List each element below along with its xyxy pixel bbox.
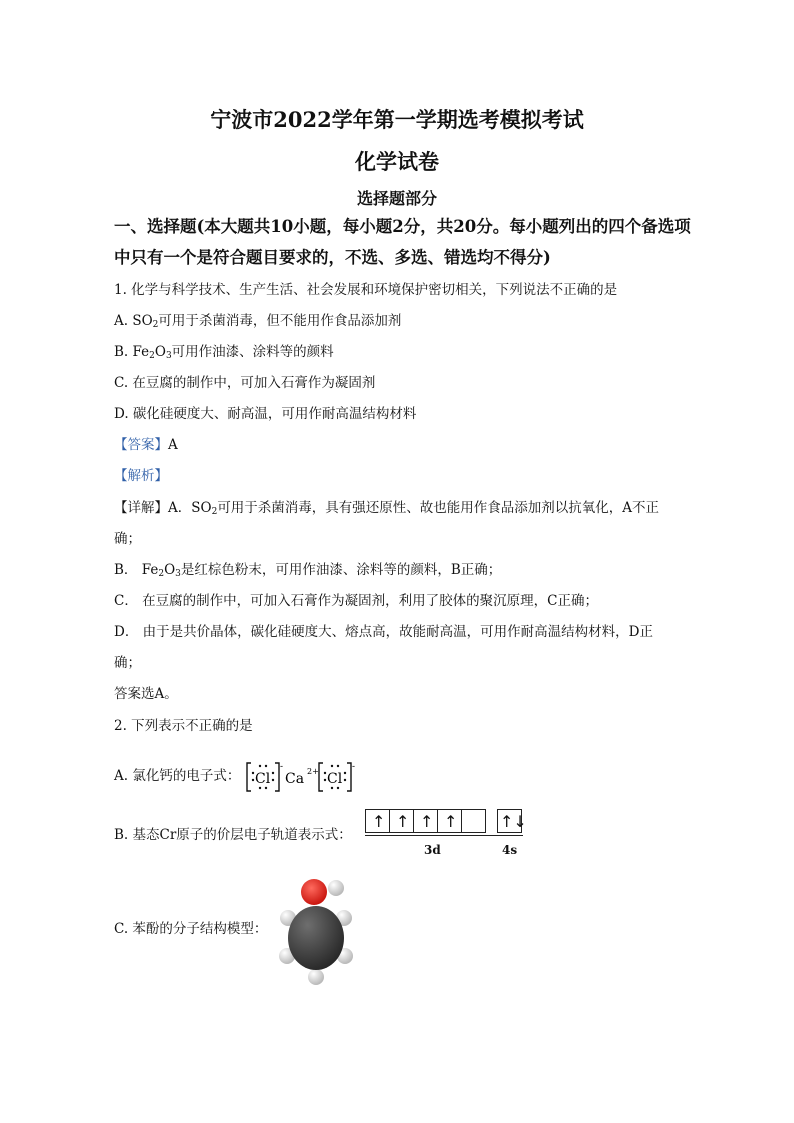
orbital-box-3d-5	[461, 809, 486, 833]
label-4s: 4s	[502, 843, 518, 857]
calcium-chloride-electron-formula	[245, 761, 365, 793]
section-instructions-line2: 中只有一个是符合题目要求的，不选、多选、错选均不得分)	[114, 248, 551, 267]
label-3d: 3d	[424, 843, 441, 857]
q1-analysis-tag: 【解析】	[114, 468, 168, 484]
q1-option-d: D. 碳化硅硬度大、耐高温，可用作耐高温结构材料	[114, 406, 417, 422]
q2-option-b-label: B. 基态Cr原子的价层电子轨道表示式：	[114, 827, 352, 843]
chlorine-symbol-left: Cl	[255, 771, 271, 787]
q1-detail-a: 【详解】A．$SO_2$可用于杀菌消毒，具有强还原性、故也能用作食品添加剂以抗氧化，A不正	[114, 500, 660, 517]
q1-detail-b: B． $Fe_2O_3$是红棕色粉末，可用作油漆、涂料等的颜料，B正确；	[114, 562, 502, 579]
exam-title: 宁波市2022学年第一学期选考模拟考试	[210, 107, 584, 132]
q1-detail-a-cont: 确；	[114, 531, 141, 547]
section-instructions-line1: 一、选择题(本大题共10小题，每小题2分，共20分。每小题列出的四个备选项	[114, 217, 691, 236]
q2-stem: 2. 下列表示不正确的是	[114, 718, 253, 734]
q2-option-a-label: A. 氯化钙的电子式：	[114, 768, 241, 784]
phenol-space-filling-model-icon	[278, 876, 354, 986]
q2-option-c-label: C. 苯酚的分子结构模型：	[114, 921, 268, 937]
part-heading: 选择题部分	[356, 189, 437, 208]
calcium-charge: 2+	[307, 767, 319, 776]
q1-detail-d: D． 由于是共价晶体，碳化硅硬度大、熔点高，故能耐高温，可用作耐高温结构材料，D正	[114, 624, 653, 640]
orbital-box-3d-4: ↑	[437, 809, 462, 833]
exam-subtitle: 化学试卷	[355, 149, 439, 174]
chloride-charge-right: -	[352, 762, 356, 772]
q1-option-a: A. $SO_2$可用于杀菌消毒，但不能用作食品添加剂	[114, 313, 402, 330]
chloride-charge-left: -	[280, 762, 284, 772]
q1-stem: 1. 化学与科学技术、生产生活、社会发展和环境保护密切相关，下列说法不正确的是	[114, 282, 618, 298]
q1-conclusion: 答案选A。	[114, 686, 178, 702]
answer-tag: 【答案】	[114, 437, 168, 453]
orbital-box-3d-1: ↑	[365, 809, 390, 833]
q1-detail-c: C． 在豆腐的制作中，可加入石膏作为凝固剂，利用了胶体的聚沉原理，C正确；	[114, 593, 598, 609]
chlorine-symbol-right: Cl	[327, 771, 343, 787]
q1-detail-d-cont: 确；	[114, 655, 141, 671]
orbital-box-3d-2: ↑	[389, 809, 414, 833]
orbital-box-4s: ↑↓	[497, 809, 522, 833]
q1-answer: 【答案】A	[114, 437, 178, 453]
orbital-baseline	[365, 835, 523, 836]
q1-option-b: B. $Fe_2O_3$可用作油漆、涂料等的颜料	[114, 344, 334, 361]
q1-option-c: C. 在豆腐的制作中，可加入石膏作为凝固剂	[114, 375, 376, 391]
orbital-box-3d-3: ↑	[413, 809, 438, 833]
calcium-symbol: Ca	[285, 771, 305, 787]
